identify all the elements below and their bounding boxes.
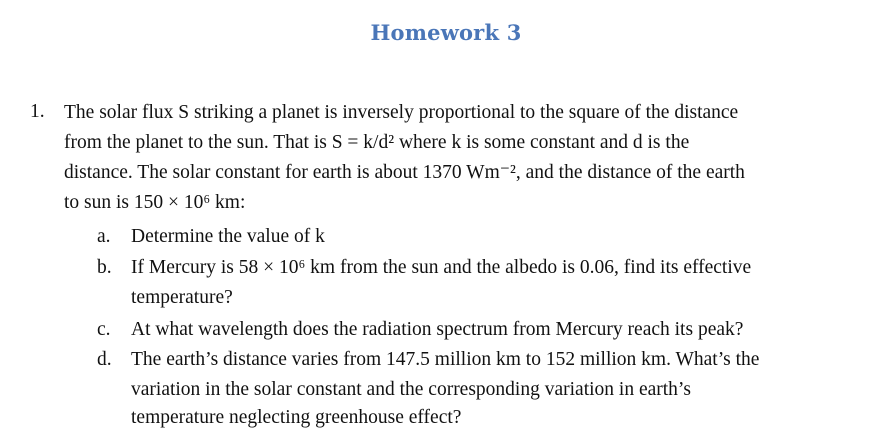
part-line: variation in the solar constant and the corresponding variation in earth’s — [131, 379, 691, 400]
question-line: distance. The solar constant for earth is about 1370 Wm⁻², and the distance of the earth — [64, 162, 745, 183]
part-line: If Mercury is 58 × 10⁶ km from the sun and the albedo is 0.06, find its effective — [131, 257, 752, 278]
document-title: Homework 3 — [370, 20, 522, 45]
question-line: The solar flux S striking a planet is inversely proportional to the square of the distance — [64, 102, 739, 123]
part-label: c. — [97, 319, 111, 340]
part-line: Determine the value of k — [131, 226, 325, 247]
part-line: temperature neglecting greenhouse effect? — [131, 407, 462, 428]
question-line: to sun is 150 × 10⁶ km: — [64, 192, 246, 213]
question-line: from the planet to the sun. That is S = k/d² where k is some constant and d is the — [64, 132, 690, 153]
part-label: d. — [97, 349, 112, 370]
part-label: b. — [97, 257, 112, 278]
part-line: The earth’s distance varies from 147.5 million km to 152 million km. What’s the — [131, 349, 760, 370]
question-number: 1. — [30, 101, 45, 122]
part-line: At what wavelength does the radiation spectrum from Mercury reach its peak? — [131, 319, 744, 340]
part-line: temperature? — [131, 287, 233, 308]
part-label: a. — [97, 226, 111, 247]
